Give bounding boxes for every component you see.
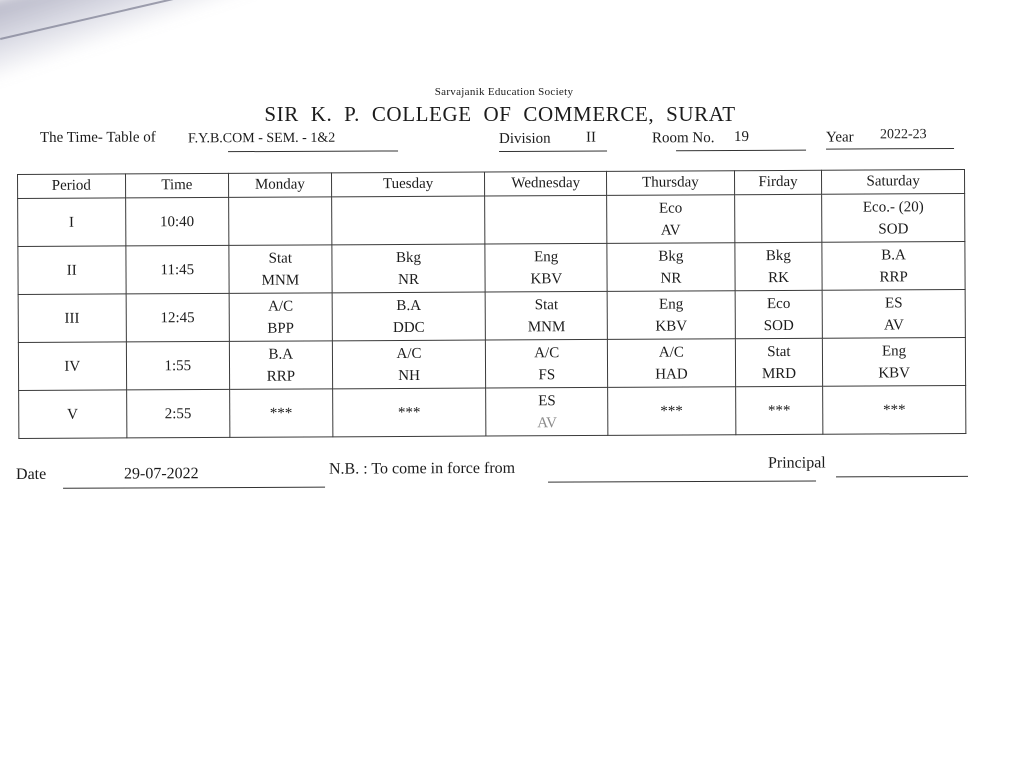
teacher: RRP — [266, 368, 296, 385]
subject: B.A — [268, 346, 294, 363]
timetable-info-row — [40, 124, 970, 156]
time-cell: 10:40 — [125, 197, 229, 246]
period-cell: V — [19, 390, 127, 439]
class-cell — [823, 338, 966, 387]
table-row — [18, 290, 965, 343]
division-value: II — [585, 129, 597, 146]
time-cell: 12:45 — [126, 293, 230, 342]
room-label: Room No. — [651, 130, 715, 147]
teacher — [332, 220, 485, 221]
division-underline — [499, 151, 607, 152]
class-cell — [230, 389, 333, 438]
teacher: AV — [537, 414, 557, 431]
table-row — [18, 242, 965, 295]
class-value: F.Y.B.COM - SEM. - 1&2 — [187, 130, 336, 147]
date-value: 29-07-2022 — [123, 465, 199, 483]
timetable-label: The Time- Table of — [39, 129, 156, 146]
class-cell — [229, 245, 332, 294]
teacher: RRP — [879, 268, 908, 285]
class-cell — [229, 197, 332, 246]
teacher: AV — [660, 222, 681, 239]
room-underline — [676, 150, 806, 152]
teacher — [229, 221, 331, 222]
class-cell — [485, 243, 607, 292]
teacher: AV — [883, 316, 904, 333]
class-cell — [607, 243, 735, 292]
nb-underline — [548, 481, 816, 483]
header-tuesday: Tuesday — [331, 172, 485, 197]
year-underline — [826, 148, 954, 150]
time-cell: 2:55 — [126, 389, 230, 438]
no-class-mark: *** — [660, 403, 683, 420]
teacher: SOD — [878, 220, 909, 237]
class-cell — [608, 387, 736, 436]
class-cell — [331, 196, 485, 245]
date-label: Date — [15, 465, 47, 483]
teacher: MNM — [527, 318, 566, 335]
principal-signature-line — [836, 476, 968, 478]
subject: Eng — [658, 296, 684, 313]
table-row — [18, 338, 965, 391]
class-cell — [735, 242, 823, 290]
subject — [332, 220, 485, 221]
teacher: SOD — [763, 317, 794, 334]
college-name: SIR K. P. COLLEGE OF COMMERCE, SURAT — [264, 102, 736, 126]
subject: Eco — [658, 200, 683, 217]
subject: Bkg — [395, 249, 422, 266]
no-class-mark: *** — [767, 402, 791, 419]
timetable-table — [17, 169, 966, 439]
subject: A/C — [534, 344, 560, 361]
subject: ES — [884, 294, 903, 311]
class-cell — [485, 195, 607, 244]
teacher: FS — [538, 366, 556, 383]
header-monday: Monday — [229, 173, 332, 198]
year-label: Year — [825, 129, 854, 146]
division-label: Division — [498, 130, 551, 147]
class-cell — [735, 290, 823, 338]
room-value: 19 — [733, 128, 750, 145]
teacher: RK — [768, 269, 789, 286]
class-cell — [229, 293, 332, 342]
teacher: NR — [660, 270, 682, 287]
subject: A/C — [658, 344, 684, 361]
subject: A/C — [396, 345, 422, 362]
principal-label: Principal — [767, 454, 826, 472]
subject: Eco.- (20) — [862, 198, 924, 216]
subject: Stat — [268, 250, 293, 267]
header-wednesday: Wednesday — [485, 171, 607, 196]
class-cell — [486, 291, 608, 340]
subject: Bkg — [658, 248, 684, 265]
teacher: NH — [398, 367, 420, 384]
no-class-mark: *** — [883, 401, 906, 418]
subject: Eng — [534, 248, 559, 265]
teacher — [486, 219, 607, 220]
teacher: KBV — [878, 364, 911, 381]
period-cell: III — [18, 294, 126, 343]
time-cell: 1:55 — [126, 341, 230, 390]
class-cell — [823, 386, 966, 435]
class-cell — [332, 244, 486, 293]
no-class-mark: *** — [269, 405, 293, 422]
society-name: Sarvajanik Education Society — [434, 86, 574, 98]
year-value: 2022-23 — [879, 127, 927, 143]
class-cell — [822, 290, 965, 339]
class-cell — [486, 339, 608, 388]
footer-row — [16, 454, 971, 492]
class-cell — [735, 386, 823, 434]
period-cell: I — [18, 198, 126, 247]
teacher: MRD — [761, 365, 797, 382]
class-cell — [607, 291, 735, 340]
date-underline — [63, 487, 325, 489]
header-friday: Firday — [734, 170, 822, 194]
table-row — [18, 194, 965, 247]
subject: Eco — [766, 295, 791, 312]
nb-label: N.B. : To come in force from — [328, 459, 516, 478]
subject: Stat — [534, 296, 559, 313]
class-cell — [332, 292, 486, 341]
subject: Stat — [767, 343, 791, 360]
no-class-mark: *** — [397, 404, 421, 421]
class-cell — [735, 338, 823, 386]
subject: Bkg — [765, 247, 791, 264]
subject: A/C — [267, 298, 294, 315]
class-cell — [607, 195, 735, 244]
period-cell: II — [18, 246, 126, 295]
teacher: HAD — [655, 365, 688, 383]
teacher: KBV — [655, 317, 688, 335]
class-cell — [822, 194, 965, 243]
class-cell — [332, 340, 486, 389]
class-cell — [486, 387, 608, 436]
period-cell: IV — [18, 342, 126, 391]
teacher: BPP — [267, 320, 295, 337]
subject — [229, 221, 331, 222]
subject: B.A — [396, 297, 422, 314]
class-cell — [822, 242, 965, 291]
header-thursday: Thursday — [607, 171, 735, 196]
subject: ES — [538, 392, 556, 409]
class-cell — [332, 388, 486, 437]
time-cell: 11:45 — [125, 245, 229, 294]
header-period: Period — [18, 174, 126, 199]
class-cell — [229, 341, 332, 390]
class-cell — [607, 339, 735, 388]
teacher: MNM — [261, 272, 300, 289]
header-saturday: Saturday — [822, 170, 965, 195]
teacher: KBV — [530, 270, 563, 287]
teacher: NR — [398, 271, 420, 288]
class-cell — [734, 194, 822, 242]
subject: B.A — [881, 246, 906, 263]
header-time: Time — [125, 173, 229, 198]
teacher: DDC — [392, 319, 425, 336]
subject: Eng — [881, 342, 907, 359]
subject — [486, 219, 607, 220]
table-row — [19, 386, 966, 439]
class-underline — [228, 150, 398, 152]
